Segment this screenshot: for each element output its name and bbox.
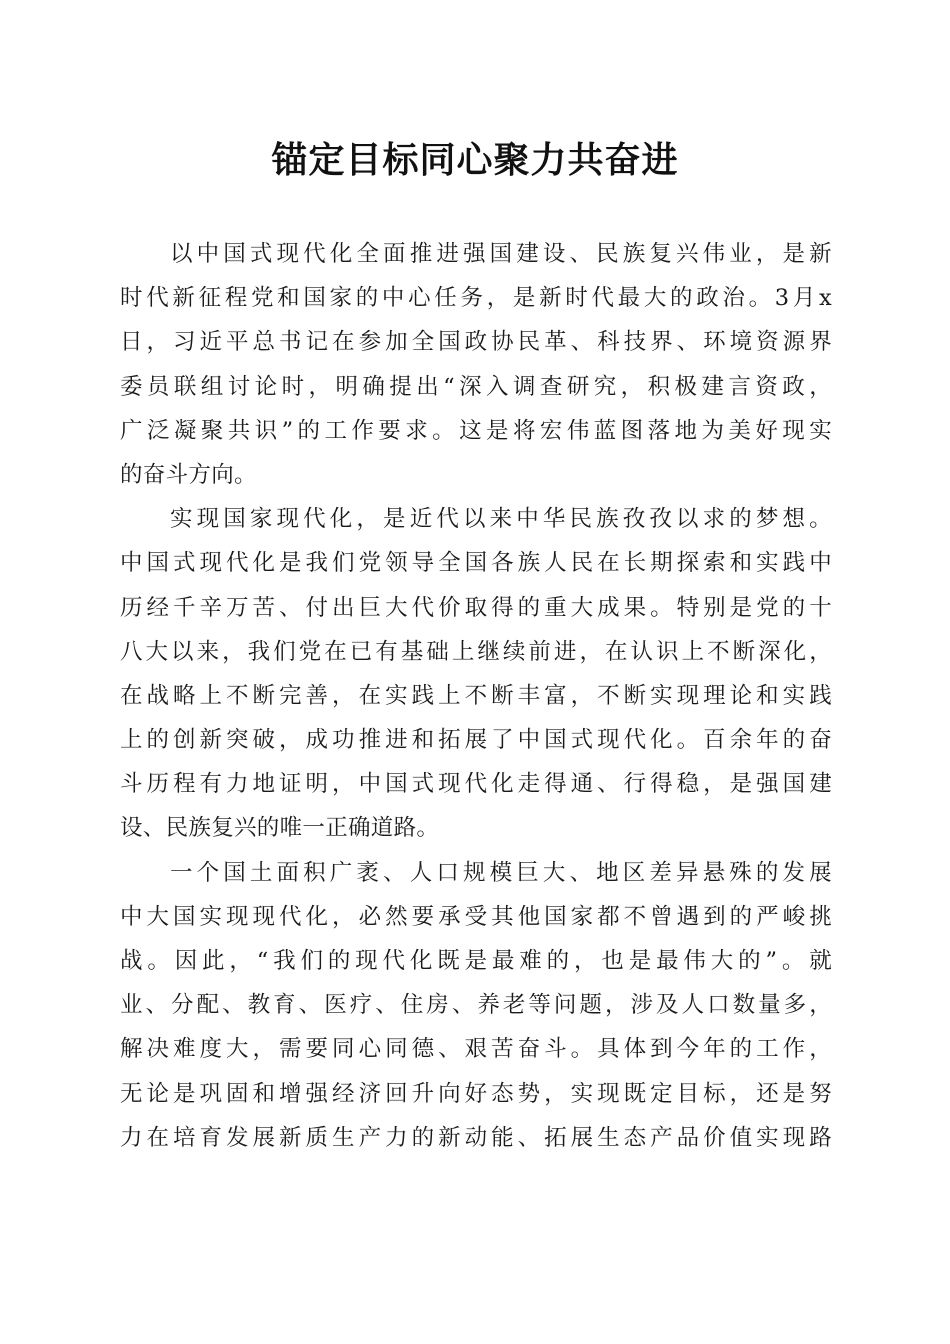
paragraph-line: 以中国式现代化全面推进强国建设、民族复兴伟业，是新	[170, 241, 832, 267]
paragraph-line: 设、民族复兴的唯一正确道路。	[120, 815, 440, 842]
paragraph-1	[120, 232, 832, 497]
paragraph-line: 日，习近平总书记在参加全国政协民革、科技界、环境资源界	[120, 329, 832, 356]
paragraph-line: 实现国家现代化，是近代以来中华民族孜孜以求的梦想。	[170, 506, 832, 533]
paragraph-line: 力在培育发展新质生产力的新动能、拓展生态产品价值实现路	[120, 1124, 832, 1151]
paragraph-line: 广泛凝聚共识”的工作要求。这是将宏伟蓝图落地为美好现实	[120, 417, 832, 444]
paragraph-line: 八大以来，我们党在已有基础上继续前进，在认识上不断深化，	[120, 638, 832, 665]
document-title: 锚定目标同心聚力共奋进	[271, 139, 679, 181]
paragraph-line: 时代新征程党和国家的中心任务，是新时代最大的政治。3月x	[120, 285, 832, 312]
paragraph-line: 历经千辛万苦、付出巨大代价取得的重大成果。特别是党的十	[120, 594, 832, 621]
paragraph-line: 中大国实现现代化，必然要承受其他国家都不曾遇到的严峻挑	[120, 903, 832, 930]
paragraph-2	[120, 497, 832, 851]
paragraph-line: 解决难度大，需要同心同德、艰苦奋斗。具体到今年的工作，	[120, 1036, 832, 1063]
paragraph-line: 中国式现代化是我们党领导全国各族人民在长期探索和实践中	[120, 550, 832, 577]
paragraph-line: 无论是巩固和增强经济回升向好态势，实现既定目标，还是努	[120, 1080, 832, 1107]
paragraph-line: 战。因此，“我们的现代化既是最难的，也是最伟大的”。就	[120, 948, 832, 974]
paragraph-line: 上的创新突破，成功推进和拓展了中国式现代化。百余年的奋	[120, 727, 832, 754]
paragraph-line: 在战略上不断完善，在实践上不断丰富，不断实现理论和实践	[120, 682, 832, 709]
paragraph-line: 斗历程有力地证明，中国式现代化走得通、行得稳，是强国建	[120, 771, 832, 798]
document-body	[120, 232, 832, 1160]
paragraph-line: 业、分配、教育、医疗、住房、养老等问题，涉及人口数量多，	[120, 992, 832, 1019]
paragraph-line: 的奋斗方向。	[120, 461, 257, 488]
paragraph-line: 一个国土面积广袤、人口规模巨大、地区差异悬殊的发展	[170, 859, 832, 886]
paragraph-3	[120, 851, 832, 1160]
paragraph-line: 委员联组讨论时，明确提出“深入调查研究，积极建言资政，	[120, 373, 832, 400]
